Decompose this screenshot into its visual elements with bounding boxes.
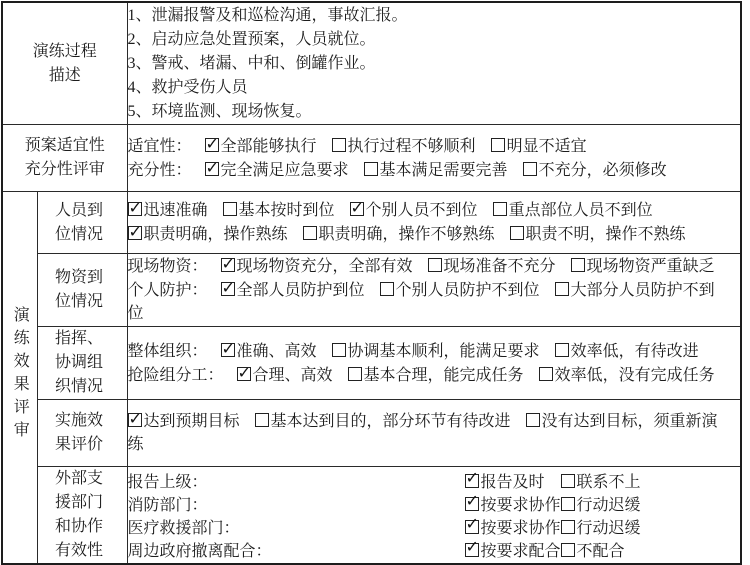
checkbox-label: 行动迟缓 [576, 520, 641, 537]
row-external-content [127, 467, 741, 565]
checkbox-label: 没有达到目标，须重新演练 [127, 413, 718, 453]
checkbox-icon[interactable] [332, 138, 346, 152]
checkbox-icon[interactable] [128, 202, 142, 216]
checkbox-option[interactable] [221, 343, 317, 360]
checkbox-label: 全部能够执行 [220, 137, 317, 155]
checkbox-option[interactable] [221, 282, 365, 299]
checkbox-icon[interactable] [128, 413, 142, 427]
checkbox-label: 职责不明，操作不熟练 [525, 226, 686, 243]
line-label: 充分性： [127, 161, 192, 179]
process-step: 4、救护受伤人员 [127, 79, 248, 96]
checkbox-icon[interactable] [255, 413, 269, 427]
subheader-text: 外部支援部门和协作有效性 [55, 470, 104, 559]
checkbox-option[interactable] [523, 162, 667, 179]
row-outcome-content [127, 400, 741, 467]
subheader-text: 人员到位情况 [55, 201, 104, 243]
checkbox-icon[interactable] [364, 162, 378, 176]
review-line [128, 135, 740, 158]
line-label: 抢险组分工： [127, 366, 224, 384]
line-label: 医疗救援部门： [127, 520, 240, 537]
checkbox-icon[interactable] [561, 474, 575, 488]
checkbox-option[interactable] [465, 469, 561, 492]
checkbox-label: 现场物资严重缺乏 [586, 258, 715, 275]
row-plan-review [2, 125, 741, 192]
checkbox-icon[interactable] [332, 343, 346, 357]
checkbox-icon[interactable] [350, 202, 364, 216]
checkbox-option[interactable] [255, 413, 511, 430]
checkbox-icon[interactable] [428, 258, 442, 272]
checkbox-option[interactable] [237, 367, 333, 384]
checkbox-icon[interactable] [561, 497, 575, 511]
checkbox-icon[interactable] [380, 282, 394, 296]
checkbox-label: 迅速准确 [143, 202, 208, 219]
checkbox-icon[interactable] [205, 138, 219, 152]
row-personnel-header [37, 192, 127, 254]
review-line [128, 223, 740, 246]
review-line [128, 515, 740, 538]
checkbox-option[interactable] [555, 343, 699, 360]
review-line [128, 410, 740, 456]
checkbox-label: 达到预期目标 [143, 413, 240, 430]
row-personnel-content [127, 192, 741, 254]
checkbox-label: 效率低，没有完成任务 [554, 366, 715, 384]
row-external-header [37, 467, 127, 565]
checkbox-option[interactable] [128, 202, 208, 219]
subheader-text: 物资到位情况 [55, 269, 104, 310]
checkbox-icon[interactable] [465, 520, 479, 534]
header-line: 充分性评审 [24, 161, 105, 178]
checkbox-icon[interactable] [465, 474, 479, 488]
checkbox-option[interactable] [380, 282, 540, 299]
checkbox-option[interactable] [348, 367, 524, 384]
checkbox-option[interactable] [561, 515, 740, 538]
checkbox-option[interactable] [465, 492, 561, 515]
checkbox-label: 个别人员不到位 [365, 202, 478, 219]
checkbox-icon[interactable] [493, 202, 507, 216]
checkbox-icon[interactable] [510, 226, 524, 240]
checkbox-icon[interactable] [221, 258, 235, 272]
checkbox-option[interactable] [491, 138, 587, 155]
drill-evaluation-table [1, 1, 742, 565]
checkbox-option[interactable] [128, 413, 240, 430]
checkbox-label: 按要求协作 [480, 497, 561, 514]
checkbox-icon[interactable] [523, 162, 537, 176]
review-line [128, 159, 740, 182]
row-plan-review-header [2, 125, 127, 192]
checkbox-label: 行动迟缓 [576, 497, 641, 514]
subheader-text: 指挥、协调组织情况 [55, 330, 104, 395]
checkbox-label: 基本满足需要完善 [379, 161, 508, 179]
checkbox-option[interactable] [539, 367, 715, 384]
review-line [128, 279, 740, 325]
vertical-header-text: 演练效果评审 [11, 306, 29, 444]
effect-review-header [2, 192, 37, 565]
process-step: 1、泄漏报警及和巡检沟通，事故汇报。 [127, 7, 408, 24]
row-materials-content [127, 254, 741, 327]
checkbox-option[interactable] [493, 202, 653, 219]
checkbox-icon[interactable] [539, 367, 553, 381]
checkbox-icon[interactable] [571, 258, 585, 272]
checkbox-option[interactable] [128, 226, 288, 243]
row-command-header [37, 327, 127, 400]
checkbox-icon[interactable] [128, 226, 142, 240]
checkbox-label: 基本按时到位 [238, 202, 335, 219]
checkbox-icon[interactable] [561, 543, 575, 557]
row-plan-review-content [127, 125, 741, 192]
line-label: 现场物资： [127, 258, 208, 275]
row-process-content [127, 2, 741, 125]
checkbox-label: 效率低，有待改进 [570, 342, 699, 360]
checkbox-option[interactable] [332, 138, 476, 155]
checkbox-label: 职责明确，操作不够熟练 [318, 226, 495, 243]
review-line [128, 364, 740, 387]
checkbox-label: 合理、高效 [252, 366, 333, 384]
row-process [2, 2, 741, 125]
row-personnel [2, 192, 741, 254]
process-step: 5、环境监测、现场恢复。 [127, 103, 312, 120]
line-label: 报告上级： [127, 474, 208, 491]
checkbox-option[interactable] [332, 343, 540, 360]
review-line [128, 199, 740, 222]
review-line [128, 469, 740, 492]
row-process-header [2, 2, 127, 125]
checkbox-icon[interactable] [221, 282, 235, 296]
checkbox-label: 不充分，必须修改 [538, 161, 667, 179]
checkbox-icon[interactable] [221, 343, 235, 357]
row-command [2, 327, 741, 400]
checkbox-label: 大部分人员防护不到位 [127, 282, 715, 322]
checkbox-icon[interactable] [205, 162, 219, 176]
checkbox-option[interactable] [223, 202, 335, 219]
checkbox-label: 报告及时 [480, 474, 545, 491]
review-line [128, 340, 740, 363]
header-line: 演练过程 [32, 42, 97, 60]
checkbox-option[interactable] [465, 515, 561, 538]
checkbox-icon[interactable] [555, 343, 569, 357]
checkbox-icon[interactable] [223, 202, 237, 216]
row-outcome [2, 400, 741, 467]
process-step: 3、警戒、堵漏、中和、倒罐作业。 [127, 55, 376, 72]
review-line [128, 492, 740, 515]
line-label: 消防部门： [127, 497, 208, 514]
checkbox-icon[interactable] [526, 413, 540, 427]
checkbox-option[interactable] [303, 226, 495, 243]
checkbox-option[interactable] [428, 258, 556, 275]
checkbox-option[interactable] [561, 492, 740, 515]
checkbox-label: 联系不上 [576, 474, 641, 491]
checkbox-label: 全部人员防护到位 [236, 282, 365, 299]
checkbox-option[interactable] [221, 258, 413, 275]
review-line [128, 255, 740, 278]
checkbox-label: 完全满足应急要求 [220, 161, 349, 179]
checkbox-label: 明显不适宜 [506, 137, 587, 155]
subheader-text: 实施效果评价 [55, 412, 104, 453]
checkbox-option[interactable] [561, 469, 740, 492]
row-outcome-header [37, 400, 127, 467]
checkbox-option[interactable] [364, 162, 508, 179]
checkbox-option[interactable] [510, 226, 686, 243]
checkbox-icon[interactable] [303, 226, 317, 240]
checkbox-label: 现场准备不充分 [443, 258, 556, 275]
checkbox-option[interactable] [350, 202, 478, 219]
line-label: 适宜性： [127, 137, 192, 155]
checkbox-label: 基本达到目的，部分环节有待改进 [270, 413, 511, 430]
line-label: 周边政府撤离配合： [127, 543, 272, 560]
checkbox-icon[interactable] [465, 543, 479, 557]
checkbox-icon[interactable] [237, 367, 251, 381]
checkbox-option[interactable] [205, 138, 317, 155]
checkbox-icon[interactable] [561, 520, 575, 534]
checkbox-label: 个别人员防护不到位 [395, 282, 540, 299]
checkbox-option[interactable] [571, 258, 715, 275]
process-step: 2、启动应急处置预案，人员就位。 [127, 31, 376, 48]
checkbox-option[interactable] [205, 162, 349, 179]
checkbox-label: 现场物资充分，全部有效 [236, 258, 413, 275]
checkbox-option[interactable] [465, 538, 561, 561]
checkbox-icon[interactable] [348, 367, 362, 381]
checkbox-label: 准确、高效 [236, 342, 317, 360]
checkbox-label: 按要求配合 [480, 543, 561, 560]
checkbox-label: 职责明确，操作熟练 [143, 226, 288, 243]
row-materials [2, 254, 741, 327]
checkbox-label: 执行过程不够顺利 [347, 137, 476, 155]
header-line: 描述 [48, 66, 81, 84]
checkbox-icon[interactable] [465, 497, 479, 511]
checkbox-icon[interactable] [555, 282, 569, 296]
checkbox-icon[interactable] [491, 138, 505, 152]
line-label: 个人防护： [127, 282, 208, 299]
checkbox-option[interactable] [561, 538, 740, 561]
checkbox-label: 不配合 [576, 543, 625, 560]
checkbox-label: 重点部位人员不到位 [508, 202, 653, 219]
checkbox-label: 按要求协作 [480, 520, 561, 537]
row-materials-header [37, 254, 127, 327]
row-command-content [127, 327, 741, 400]
line-label: 整体组织： [127, 342, 208, 360]
checkbox-label: 基本合理，能完成任务 [363, 366, 524, 384]
checkbox-label: 协调基本顺利，能满足要求 [347, 342, 540, 360]
review-line [128, 538, 740, 561]
header-line: 预案适宜性 [24, 137, 105, 154]
row-external [2, 467, 741, 565]
